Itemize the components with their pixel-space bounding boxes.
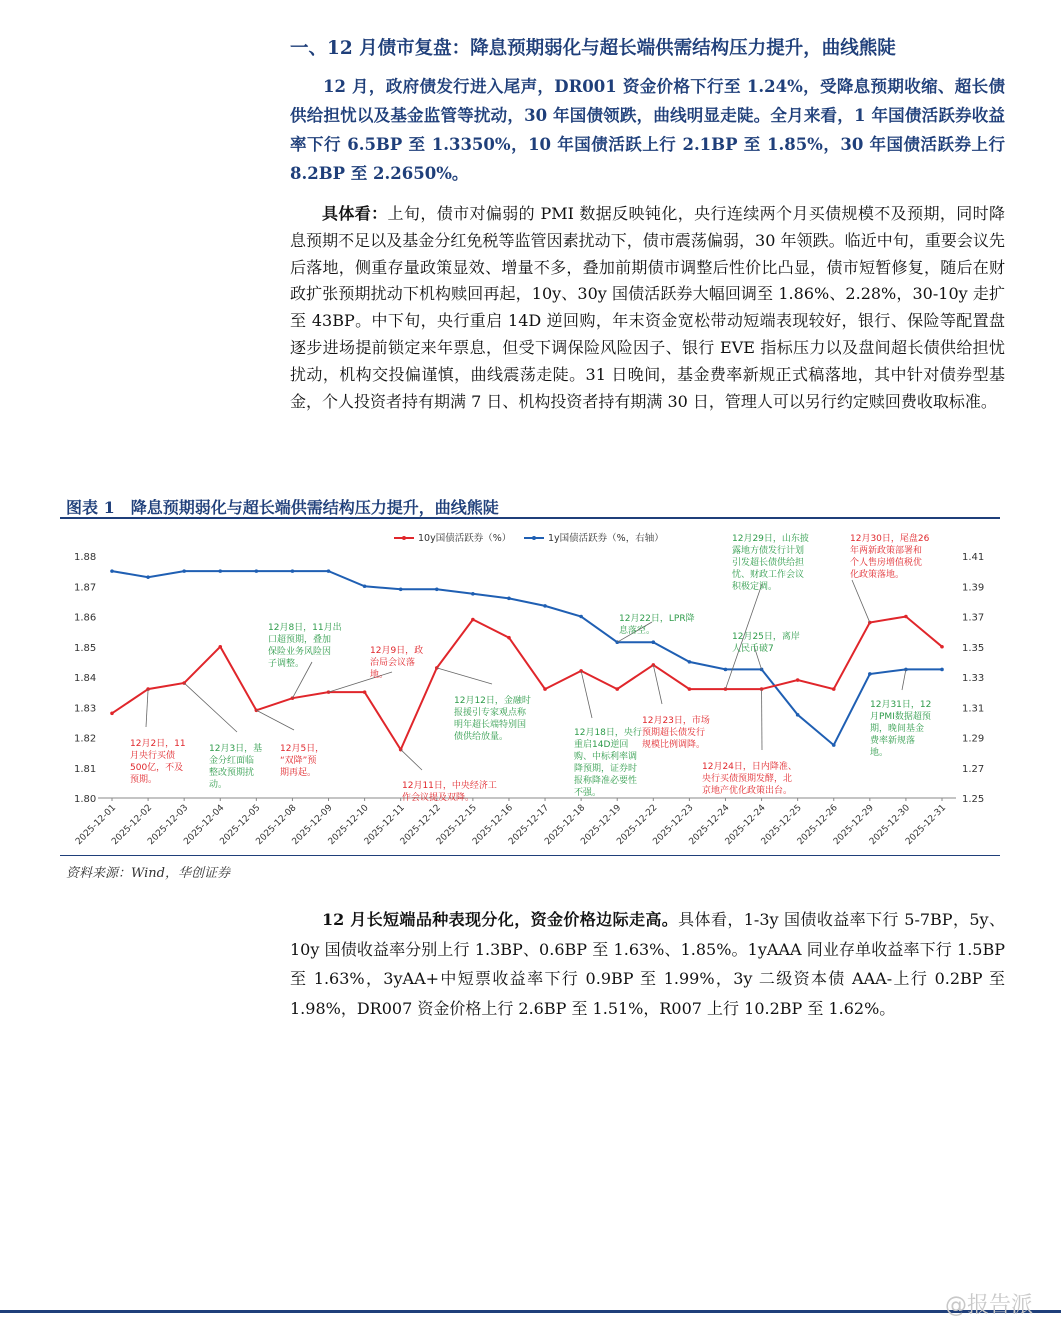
annotation-line: 期再起。 — [280, 768, 317, 778]
annotation-text — [702, 760, 797, 796]
series-10y-point — [940, 645, 944, 649]
annotation-text — [732, 532, 809, 592]
annotation-line: 报援引专家观点称 — [454, 708, 527, 718]
y-left-tick-label: 1.84 — [74, 673, 97, 684]
y-right-tick-label: 1.29 — [962, 733, 985, 745]
annotation-line: 个人售房增值税优 — [850, 558, 923, 568]
series-1y-point — [399, 587, 403, 591]
x-tick-label: 2025-12-09 — [290, 803, 335, 848]
annotation-line: 月PMI数据超预 — [870, 712, 931, 722]
x-tick-label: 2025-12-25 — [759, 803, 804, 848]
y-right-tick-label: 1.35 — [962, 642, 985, 654]
series-1y-point — [435, 587, 439, 591]
annotation-text — [280, 743, 324, 778]
series-10y-point — [471, 618, 475, 622]
x-tick-label: 2025-12-16 — [471, 803, 516, 848]
figure-title: 图表 1 降息预期弱化与超长端供需结构压力提升，曲线熊陡 — [66, 498, 499, 517]
x-tick-label: 2025-12-18 — [543, 803, 588, 848]
annotation-text — [850, 532, 930, 580]
annotation-line: 作会议提及双降。 — [402, 793, 475, 803]
series-1y-point — [543, 604, 547, 608]
annotation-text — [209, 742, 262, 790]
x-tick-label: 2025-12-02 — [110, 803, 155, 848]
y-left-tick-label: 1.88 — [74, 552, 97, 563]
annotation-line: 治局会议落 — [370, 658, 416, 668]
y-left-tick-label: 1.82 — [74, 733, 97, 745]
annotation-line: 整改预期扰 — [209, 768, 255, 778]
annotation-line: 不强。 — [574, 788, 602, 798]
paragraph-3 — [290, 905, 1005, 1023]
annotation-line: 预期超长债发行 — [642, 728, 706, 738]
annotation-line: 地。 — [370, 670, 389, 680]
y-right-tick-label: 1.33 — [962, 673, 985, 684]
annotation-line: 重启14D逆回 — [574, 740, 629, 750]
figure-bottom-rule — [60, 855, 1000, 856]
x-tick-label: 2025-12-31 — [904, 803, 949, 848]
y-right-tick-label: 1.39 — [962, 582, 985, 594]
x-tick-label: 2025-12-29 — [831, 803, 876, 848]
annotation-line: 金分红面临 — [209, 756, 255, 766]
annotation-line: 12月23日，市场 — [642, 716, 710, 726]
series-1y-point — [471, 592, 475, 596]
series-1y-point — [868, 672, 872, 676]
annotation-text — [454, 694, 531, 742]
annotation-line: 12月8日，11月出 — [268, 623, 342, 633]
series-1y-point — [182, 569, 186, 573]
annotation-line: 动。 — [209, 780, 228, 790]
annotation-line: 央行买债预期发酵，北 — [702, 774, 793, 784]
annotation-text — [642, 714, 710, 750]
x-tick-label: 2025-12-30 — [867, 803, 913, 848]
annotation-connector — [401, 750, 422, 770]
annotation-line: 购、中标利率调 — [574, 752, 638, 762]
detail-lead: 具体看： — [322, 204, 388, 223]
series-1y-point — [615, 640, 619, 644]
annotation-connector — [146, 689, 148, 727]
annotation-line: 化政策落地。 — [850, 570, 905, 580]
y-left-tick-label: 1.85 — [74, 642, 97, 654]
legend-10y-label: 10y国债活跃券（%） — [418, 533, 512, 544]
series-1y-point — [652, 640, 656, 644]
annotation-line: 露地方债发行计划 — [732, 546, 805, 556]
x-tick-label: 2025-12-17 — [507, 803, 552, 848]
legend-1y-label: 1y国债活跃券（%，右轴） — [548, 533, 664, 544]
y-right-tick-label: 1.27 — [962, 763, 985, 775]
annotation-connector — [437, 668, 492, 684]
annotation-line: 积极定调。 — [732, 582, 778, 592]
x-tick-label: 2025-12-19 — [579, 803, 624, 848]
series-10y-point — [218, 645, 222, 649]
series-10y-point — [110, 712, 114, 716]
yield-chart — [62, 522, 1000, 852]
y-left-tick-label: 1.81 — [74, 763, 97, 775]
x-tick-label: 2025-12-05 — [218, 803, 263, 848]
series-10y-line — [112, 617, 942, 750]
series-1y-point — [940, 668, 944, 672]
series-1y-point — [688, 660, 692, 664]
yield-chart-svg — [62, 522, 1000, 852]
annotation-text — [402, 779, 497, 803]
annotation-text — [130, 738, 186, 785]
series-10y-point — [832, 687, 836, 691]
annotation-line: 引发超长债供给担 — [732, 558, 805, 568]
x-tick-label: 2025-12-10 — [326, 803, 371, 848]
annotation-text — [268, 621, 342, 669]
source-note: 资料来源：Wind，华创证券 — [66, 866, 230, 881]
annotation-line: 降预期，证券时 — [574, 764, 638, 774]
y-left-tick-label: 1.80 — [74, 794, 97, 805]
series-10y-point — [615, 687, 619, 691]
annotation-line: 年两新政策部署和 — [850, 546, 923, 556]
annotation-line: 12月24日，日内降准、 — [702, 762, 797, 772]
series-1y-point — [832, 743, 836, 747]
annotation-line: 12月11日，中央经济工 — [402, 781, 497, 791]
series-1y-point — [507, 597, 511, 601]
annotation-line: 京地产优化政策出台。 — [702, 786, 793, 796]
paragraph-3-body: 具体看，1-3y 国债收益率下行 5-7BP，5y、10y 国债收益率分别上行 1.3BP、0.6BP 至 1.63%、1.85%。1yAAA 同业存单收益率下行 1.5BP 至 1.63%，3yAA+中短票收益率下行 0.9BP 至 1.99%，3y 二级资本债 AAA-上行 0.2BP 至 1.98%，DR007 资金价格上行 2.6BP 至 1.51%，R007 上行 10.2BP 至 1.62%。 — [290, 910, 1005, 1018]
annotation-line: 期，晚间基金 — [870, 724, 925, 734]
summary-paragraph: 12 月，政府债发行进入尾声，DR001 资金价格下行至 1.24%，受降息预期收缩、超长债供给担忧以及基金监管等扰动，30 年国债领跌，曲线明显走陡。全月来看，1 年国债活跃券收益率下行 6.5BP 至 1.3350%，10 年国债活跃上行 2.1BP 至 1.85%，30 年国债活跃券上行 8.2BP 至 2.2650%。 — [290, 77, 1005, 183]
annotation-text — [619, 612, 695, 636]
series-10y-point — [688, 687, 692, 691]
x-tick-label: 2025-12-24 — [687, 803, 732, 848]
annotation-line: 12月12日，金融时 — [454, 696, 531, 706]
x-tick-label: 2025-12-26 — [795, 803, 840, 848]
series-1y-point — [110, 569, 114, 573]
detail-text: 上旬，债市对偏弱的 PMI 数据反映钝化，央行连续两个月买债规模不及预期，同时降息预期不足以及基金分红免税等监管因素扰动下，债市震荡偏弱，30 年领跌。临近中旬，重要会议先后落地，侧重存量政策显效、增量不多，叠加前期债市调整后性价比凸显，债市短暂修复，随后在财政扩张预期扰动下机构赎回再起，10y、30y 国债活跃券大幅回调至 1.86%、2.28%，30-10y 走扩至 43BP。中下旬，央行重启 14D 逆回购，年末资金宽松带动短端表现较好，银行、保险等配置盘逐步进场提前锁定来年票息，但受下调保险风险因子、银行 EVE 指标压力以及盘间超长债供给担忧扰动，机构交投偏谨慎，曲线震荡走陡。31 日晚间，基金费率新规正式稿落地，其中针对债券型基金，个人投资者持有期满 7 日、机构投资者持有期满 30 日，管理人可以另行约定赎回费收取标准。 — [290, 204, 1005, 411]
annotation-line: 息落空。 — [619, 626, 656, 636]
annotation-connector — [902, 669, 906, 690]
annotation-line: 报称降准必要性 — [574, 776, 638, 786]
figure-top-rule — [60, 517, 1000, 519]
series-1y-point — [218, 569, 222, 573]
x-tick-label: 2025-12-23 — [651, 803, 696, 848]
series-1y-point — [724, 668, 728, 672]
x-tick-label: 2025-12-24 — [723, 803, 768, 848]
annotation-line: 费率新规落 — [870, 736, 916, 746]
annotation-text — [370, 644, 423, 680]
series-1y-point — [579, 615, 583, 619]
annotation-line: 规模比例调降。 — [642, 740, 706, 750]
annotation-line: 12月31日，12 — [870, 700, 932, 710]
series-1y-point — [291, 569, 295, 573]
annotation-line: “双降”预 — [280, 756, 317, 766]
series-1y-point — [363, 584, 367, 588]
watermark: @报告派 — [945, 1293, 1034, 1318]
y-left-tick-label: 1.83 — [74, 703, 97, 715]
y-right-tick-label: 1.41 — [962, 552, 985, 563]
y-right-tick-label: 1.37 — [962, 612, 985, 624]
annotation-connector — [184, 683, 237, 732]
series-10y-point — [904, 615, 908, 619]
annotation-line: 12月5日， — [280, 744, 325, 754]
section-title: 一、12 月债市复盘：降息预期弱化与超长端供需结构压力提升，曲线熊陡 — [290, 38, 896, 59]
y-right-tick-label: 1.31 — [962, 703, 985, 715]
annotation-line: 子调整。 — [268, 659, 305, 669]
series-10y-point — [796, 678, 800, 682]
annotation-line: 保险业务风险因 — [268, 647, 332, 657]
annotation-text — [574, 726, 642, 798]
annotation-line: 债供给放量。 — [454, 732, 509, 742]
paragraph-3-lead: 12 月长短端品种表现分化，资金价格边际走高。 — [322, 910, 679, 929]
series-1y-line — [112, 571, 942, 745]
annotation-line: 12月30日，尾盘26 — [850, 534, 930, 544]
annotation-line: 12月18日，央行 — [574, 728, 642, 738]
annotation-line: 12月9日，政 — [370, 646, 424, 656]
page-bottom-rule — [0, 1310, 1061, 1313]
annotation-connector — [852, 580, 870, 623]
series-1y-point — [146, 575, 150, 579]
annotation-connector — [256, 710, 294, 730]
x-tick-label: 2025-12-11 — [362, 803, 407, 848]
x-tick-label: 2025-12-04 — [182, 803, 227, 848]
x-tick-label: 2025-12-22 — [615, 803, 660, 848]
annotation-line: 12月29日，山东披 — [732, 534, 809, 544]
x-tick-label: 2025-12-12 — [398, 803, 443, 848]
annotation-line: 口超预期，叠加 — [268, 635, 332, 645]
annotation-line: 月央行买债 — [130, 751, 176, 761]
y-left-tick-label: 1.87 — [74, 582, 97, 594]
detail-paragraph — [290, 201, 1005, 415]
annotation-line: 12月2日，11 — [130, 739, 186, 749]
annotation-line: 人民币破7 — [732, 644, 774, 654]
annotation-text — [870, 699, 931, 758]
x-tick-label: 2025-12-15 — [434, 803, 479, 848]
series-1y-point — [327, 569, 331, 573]
annotation-line: 地。 — [870, 748, 889, 758]
annotation-line: 12月22日，LPR降 — [619, 614, 695, 624]
series-10y-point — [507, 636, 511, 640]
legend-10y-marker — [402, 536, 406, 540]
annotation-line: 忧、财政工作会议 — [732, 570, 805, 580]
x-tick-label: 2025-12-03 — [146, 803, 191, 848]
series-1y-point — [255, 569, 259, 573]
annotation-line: 12月25日，离岸 — [732, 632, 800, 642]
series-10y-point — [543, 687, 547, 691]
series-10y-point — [363, 690, 367, 694]
annotation-connector — [581, 671, 592, 718]
annotation-line: 预期。 — [130, 775, 158, 785]
annotation-line: 500亿，不及 — [130, 763, 184, 773]
x-tick-label: 2025-12-08 — [254, 803, 299, 848]
annotation-line: 12月3日，基 — [209, 744, 263, 754]
x-tick-label: 2025-12-01 — [74, 803, 119, 848]
y-left-tick-label: 1.86 — [74, 612, 97, 624]
y-right-tick-label: 1.25 — [962, 794, 985, 805]
legend-1y-marker — [532, 536, 536, 540]
annotation-line: 明年超长端特别国 — [454, 720, 527, 730]
series-1y-point — [796, 713, 800, 717]
